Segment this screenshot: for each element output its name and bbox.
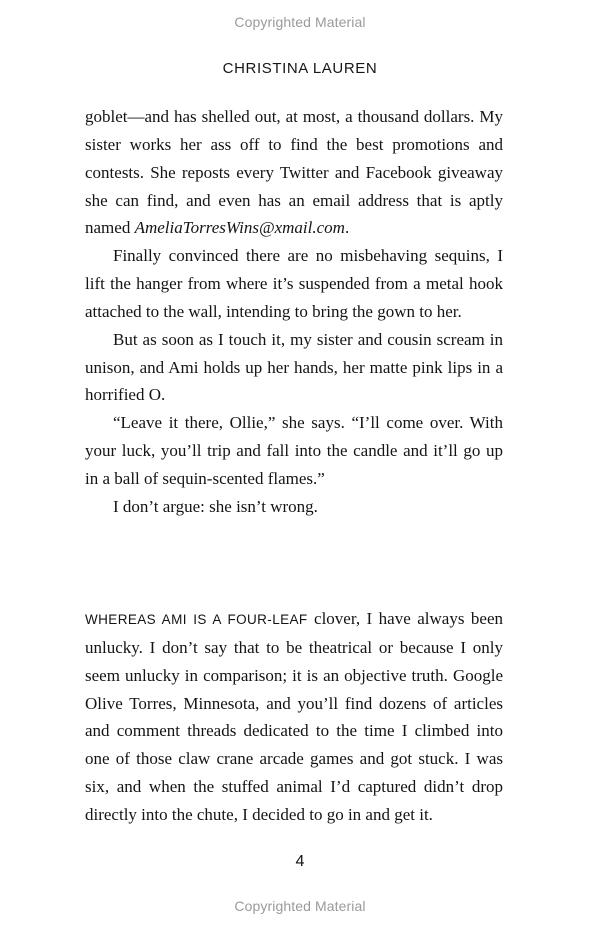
running-head-author: CHRISTINA LAUREN: [222, 60, 378, 77]
paragraph-1-end: .: [344, 218, 350, 238]
paragraph-2: Finally convinced there are no misbehaving sequins, I lift the hanger from where it’s suspended from a metal hook attached to the wall, intending to bring the gown to her.: [85, 246, 503, 321]
paragraph-4: “Leave it there, Ollie,” she says. “I’ll come over. With your luck, you’ll trip and fall into the candle and it’ll go up in a ball of sequin-scented flames.”: [85, 413, 503, 488]
paragraph-5: I don’t argue: she isn’t wrong.: [113, 496, 318, 516]
paragraph-3: But as soon as I touch it, my sister and cousin scream in unison, and Ami holds up her hands, her matte pink lips in a horrified O.: [85, 329, 503, 405]
copyright-watermark-top: Copyrighted Material: [234, 14, 366, 30]
copyright-watermark-bottom: Copyrighted Material: [234, 898, 366, 914]
email-address: AmeliaTorresWins@xmail.com: [134, 218, 345, 238]
section-lead-in: WHEREAS AMI IS A FOUR-LEAF: [85, 612, 308, 627]
paragraph-6-text: clover, I have always been unlucky. I don’t say that to be theatrical or because I only seem unlucky in comparison; it is an objective truth. Google Olive Torres, Minnesota, and you’ll find dozens of articles and comment threads dedicated to the time I climbed into one of those claw crane arcade games and got stuck. I was six, and when the stuffed animal I’d captured didn’t drop directly into the chute, I decided to go in and get it.: [85, 609, 503, 824]
paragraph-6: [85, 605, 503, 829]
paragraph-1-text: goblet—and has shelled out, at most, a thousand dollars. My sister works her ass off to find the best promotions and contests. She reposts every Twitter and Facebook giveaway she can find, and even has an email address that is aptly named: [85, 107, 503, 238]
paragraph-1: [85, 103, 503, 242]
section-1-body: [85, 103, 503, 521]
section-2-body: [85, 605, 503, 829]
page-number: 4: [295, 853, 305, 870]
